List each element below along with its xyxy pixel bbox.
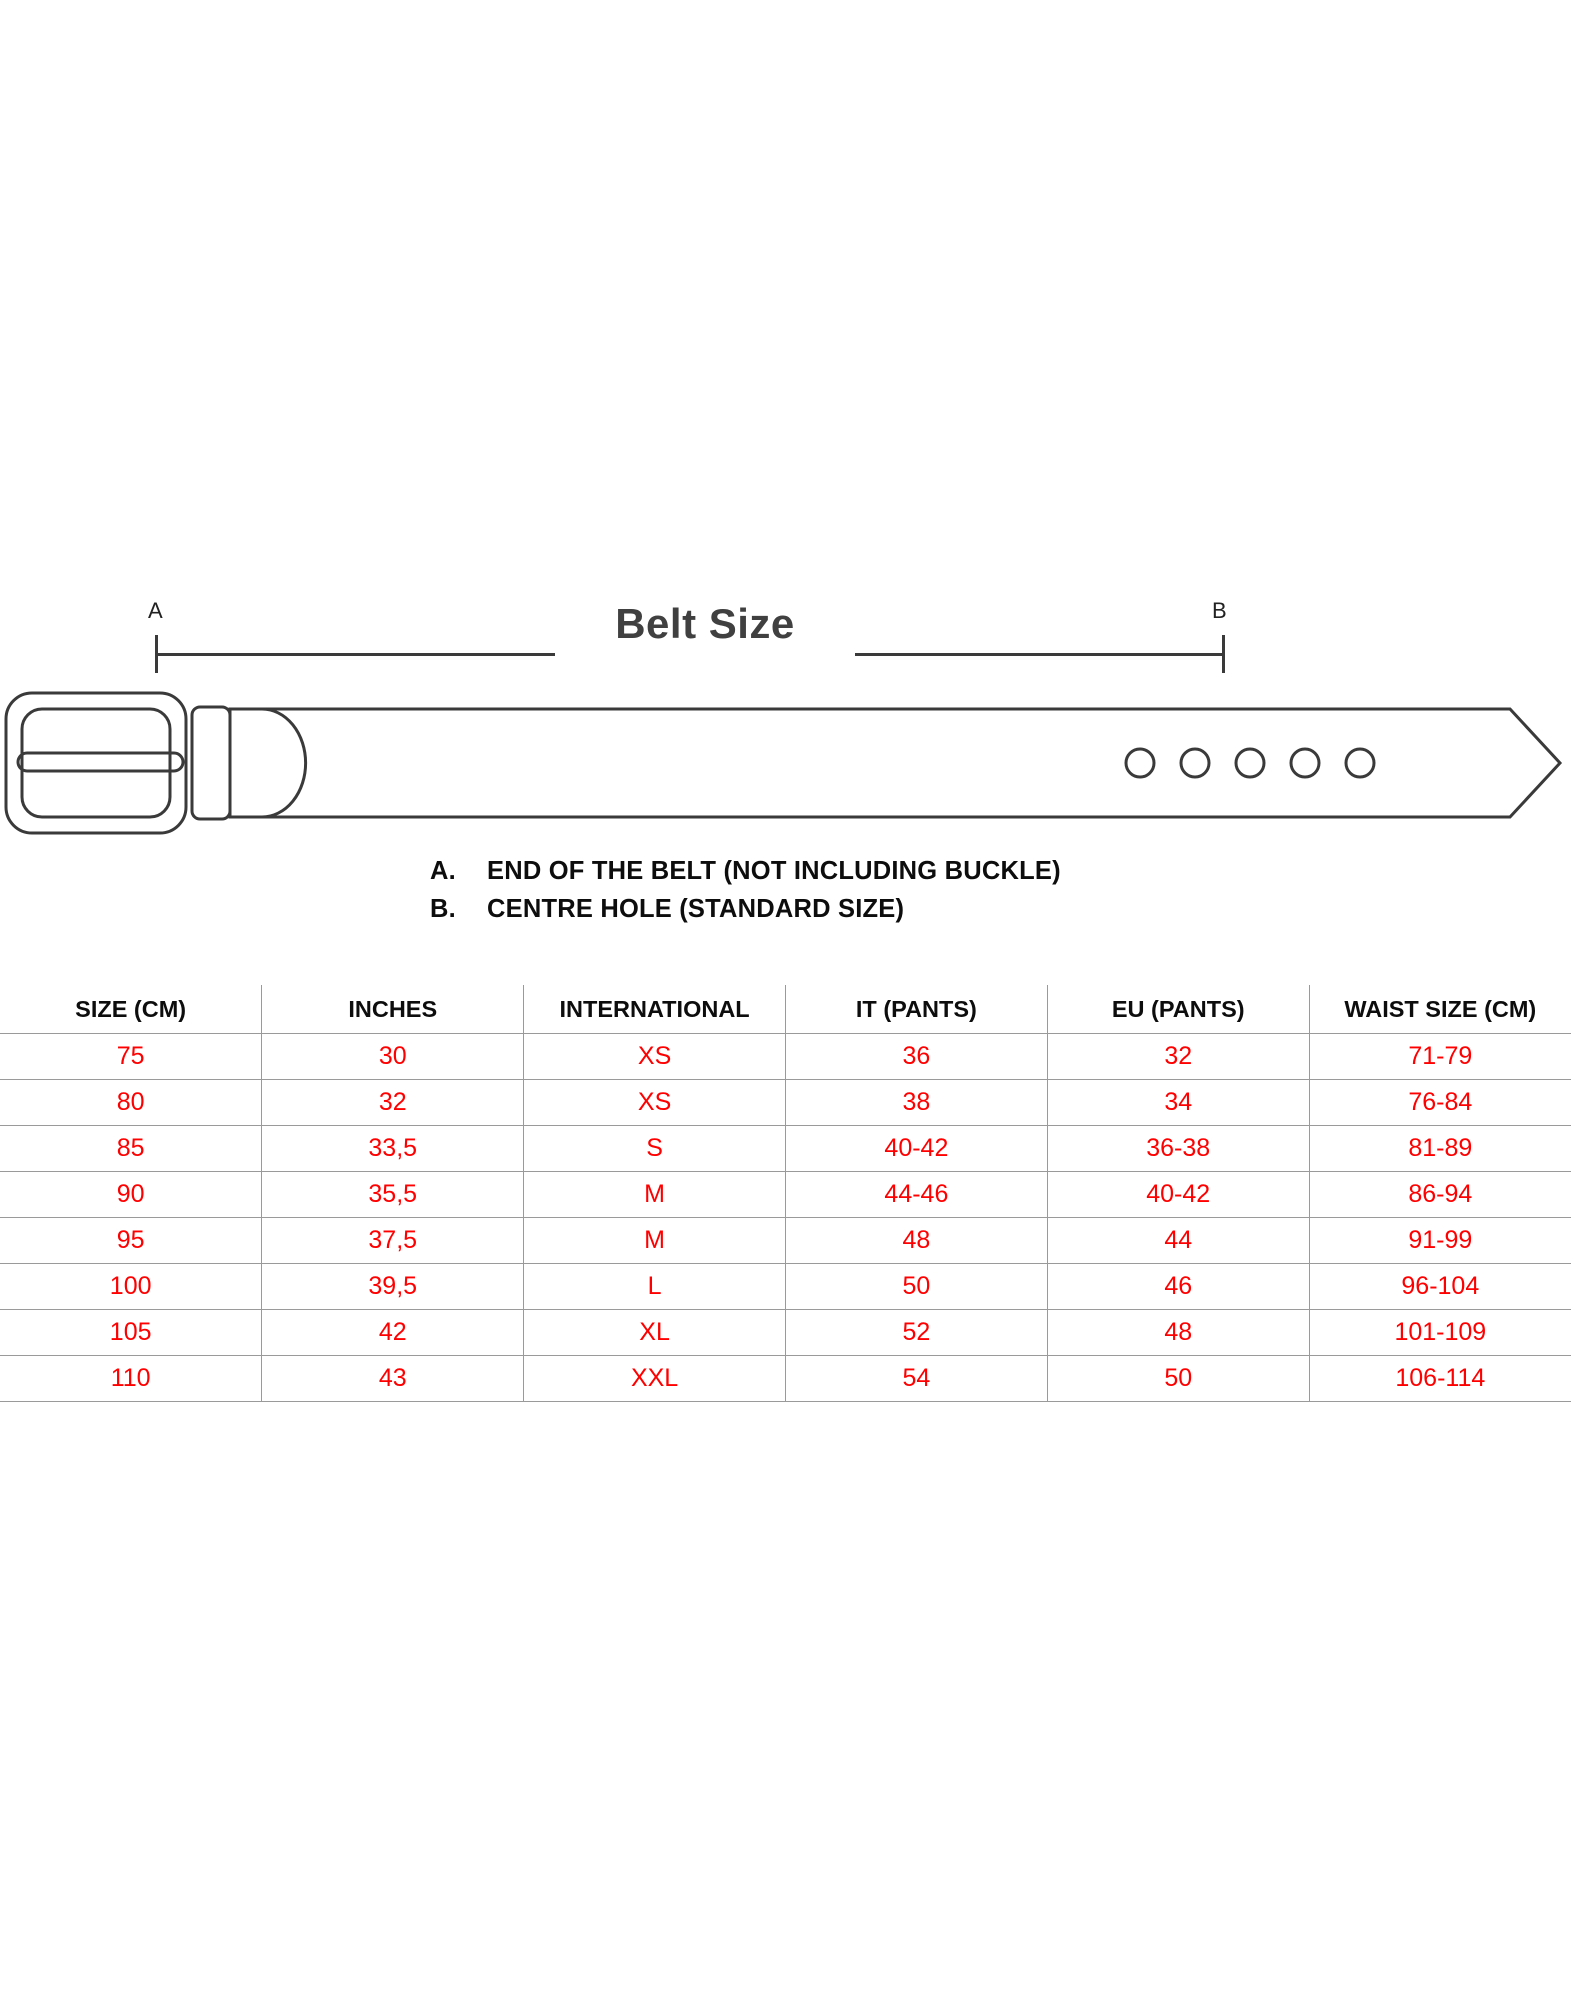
table-cell: 105 [0, 1310, 262, 1356]
belt-strap [262, 709, 1560, 817]
size-table-container [0, 985, 1571, 1402]
table-cell: M [524, 1172, 786, 1218]
belt-hole-icon [1346, 749, 1374, 777]
belt-svg [0, 685, 1571, 850]
table-cell: 46 [1047, 1264, 1309, 1310]
table-cell: 35,5 [262, 1172, 524, 1218]
belt-hole-icon [1181, 749, 1209, 777]
belt-hole-icon [1236, 749, 1264, 777]
table-cell: 85 [0, 1126, 262, 1172]
table-cell: XS [524, 1034, 786, 1080]
table-row [0, 1356, 1571, 1402]
table-cell: 32 [1047, 1034, 1309, 1080]
table-cell: 81-89 [1309, 1126, 1571, 1172]
belt-illustration [0, 685, 1571, 850]
table-cell: 75 [0, 1034, 262, 1080]
table-cell: 50 [785, 1264, 1047, 1310]
table-cell: 90 [0, 1172, 262, 1218]
table-cell: 96-104 [1309, 1264, 1571, 1310]
table-cell: XS [524, 1080, 786, 1126]
size-table [0, 985, 1571, 1402]
table-cell: 39,5 [262, 1264, 524, 1310]
table-header-cell: INCHES [262, 985, 524, 1034]
table-header-cell: SIZE (CM) [0, 985, 262, 1034]
table-cell: 86-94 [1309, 1172, 1571, 1218]
table-header-row [0, 985, 1571, 1034]
table-cell: XL [524, 1310, 786, 1356]
table-cell: 100 [0, 1264, 262, 1310]
table-cell: 80 [0, 1080, 262, 1126]
table-row [0, 1218, 1571, 1264]
table-cell: XXL [524, 1356, 786, 1402]
diagram-legend [430, 852, 1330, 928]
measurement-marker-a: A [148, 598, 163, 623]
legend-text-b: CENTRE HOLE (STANDARD SIZE) [487, 895, 905, 923]
table-row [0, 1034, 1571, 1080]
table-cell: 34 [1047, 1080, 1309, 1126]
table-header-cell: WAIST SIZE (CM) [1309, 985, 1571, 1034]
table-cell: 40-42 [1047, 1172, 1309, 1218]
table-row [0, 1080, 1571, 1126]
table-cell: 48 [1047, 1310, 1309, 1356]
legend-item-a [430, 852, 1330, 890]
table-cell: 71-79 [1309, 1034, 1571, 1080]
table-cell: 110 [0, 1356, 262, 1402]
table-header-cell: IT (PANTS) [785, 985, 1047, 1034]
legend-text-a: END OF THE BELT (NOT INCLUDING BUCKLE) [487, 857, 1061, 885]
table-cell: L [524, 1264, 786, 1310]
table-row [0, 1310, 1571, 1356]
table-row [0, 1172, 1571, 1218]
legend-item-b [430, 890, 1330, 928]
table-cell: 101-109 [1309, 1310, 1571, 1356]
table-cell: 30 [262, 1034, 524, 1080]
table-cell: 44-46 [785, 1172, 1047, 1218]
table-cell: 43 [262, 1356, 524, 1402]
table-cell: 76-84 [1309, 1080, 1571, 1126]
table-header-cell: EU (PANTS) [1047, 985, 1309, 1034]
diagram-title: Belt Size [615, 600, 795, 647]
table-cell: 44 [1047, 1218, 1309, 1264]
belt-holes-group [1126, 749, 1374, 777]
legend-key-b: B. [430, 895, 456, 923]
table-cell: 37,5 [262, 1218, 524, 1264]
measurement-line-left [155, 653, 555, 656]
measurement-line-right [855, 653, 1225, 656]
table-cell: 95 [0, 1218, 262, 1264]
table-row [0, 1126, 1571, 1172]
table-cell: 50 [1047, 1356, 1309, 1402]
table-cell: 40-42 [785, 1126, 1047, 1172]
table-cell: S [524, 1126, 786, 1172]
table-cell: 33,5 [262, 1126, 524, 1172]
buckle-inner-icon [22, 709, 170, 817]
table-cell: 54 [785, 1356, 1047, 1402]
table-cell: 38 [785, 1080, 1047, 1126]
measurement-marker-b: B [1212, 598, 1227, 623]
buckle-prong-icon [18, 753, 183, 771]
table-cell: 32 [262, 1080, 524, 1126]
belt-fold-end [230, 709, 306, 817]
table-cell: 48 [785, 1218, 1047, 1264]
belt-hole-icon [1291, 749, 1319, 777]
table-row [0, 1264, 1571, 1310]
legend-key-a: A. [430, 857, 456, 885]
buckle-frame-icon [6, 693, 186, 833]
table-header-cell: INTERNATIONAL [524, 985, 786, 1034]
table-cell: 42 [262, 1310, 524, 1356]
belt-hole-icon [1126, 749, 1154, 777]
belt-keeper-loop-icon [192, 707, 230, 819]
table-cell: 36 [785, 1034, 1047, 1080]
table-cell: 106-114 [1309, 1356, 1571, 1402]
table-cell: 91-99 [1309, 1218, 1571, 1264]
table-cell: 52 [785, 1310, 1047, 1356]
table-cell: 36-38 [1047, 1126, 1309, 1172]
table-cell: M [524, 1218, 786, 1264]
